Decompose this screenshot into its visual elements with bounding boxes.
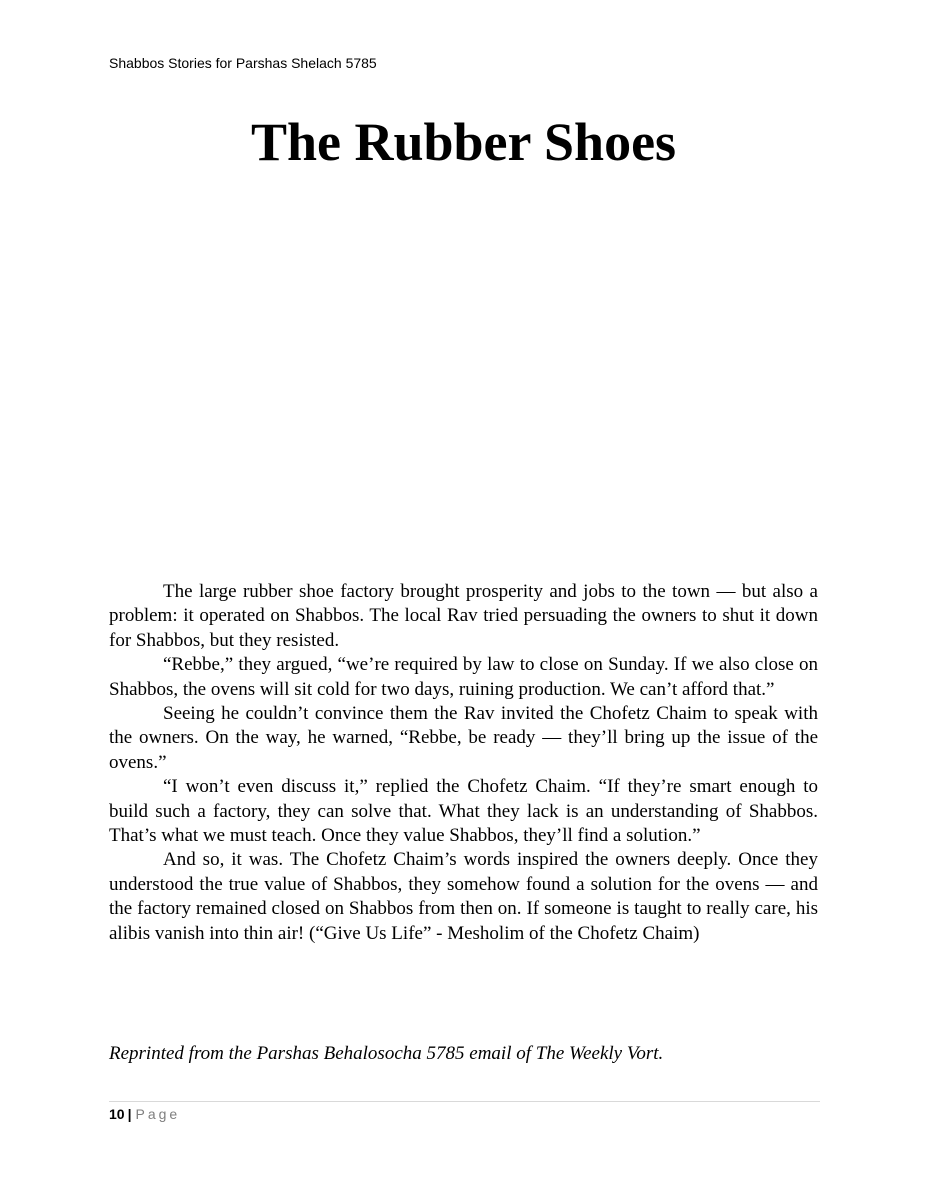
article-body bbox=[109, 580, 818, 946]
footer-separator: | bbox=[127, 1106, 132, 1122]
running-header: Shabbos Stories for Parshas Shelach 5785 bbox=[109, 55, 377, 71]
reprint-credit: Reprinted from the Parshas Behalosocha 5785 email of The Weekly Vort. bbox=[109, 1043, 664, 1064]
article-paragraph: Seeing he couldn’t convince them the Rav invited the Chofetz Chaim to speak with the owners. On the way, he warned, “Rebbe, be ready — they’ll bring up the issue of the ovens.” bbox=[109, 703, 818, 773]
page-label: Page bbox=[135, 1106, 181, 1122]
footer-divider bbox=[109, 1101, 820, 1102]
article-paragraph: And so, it was. The Chofetz Chaim’s words inspired the owners deeply. Once they understood the true value of Shabbos, they somehow found a solution for the ovens — and the factory remained closed on Shabbos from then on. If someone is taught to really care, his alibis vanish into thin air! (“Give Us Life” - Mesholim of the Chofetz Chaim) bbox=[109, 849, 818, 944]
page-footer bbox=[109, 1106, 180, 1122]
article-paragraph: “I won’t even discuss it,” replied the Chofetz Chaim. “If they’re smart enough to build such a factory, they can solve that. What they lack is an understanding of Shabbos. That’s what we must teach. Once they value Shabbos, they’ll find a solution.” bbox=[109, 776, 818, 847]
article-paragraph: The large rubber shoe factory brought prosperity and jobs to the town — but also a problem: it operated on Shabbos. The local Rav tried persuading the owners to shut it down for Shabbos, but they resisted. bbox=[109, 581, 818, 651]
page-number: 10 bbox=[109, 1106, 125, 1122]
portrait-image bbox=[330, 197, 598, 559]
page-title: The Rubber Shoes bbox=[250, 112, 677, 172]
article-paragraph: “Rebbe,” they argued, “we’re required by law to close on Sunday. If we also close on Shabbos, the ovens will sit cold for two days, ruining production. We can’t afford that.” bbox=[109, 654, 818, 700]
